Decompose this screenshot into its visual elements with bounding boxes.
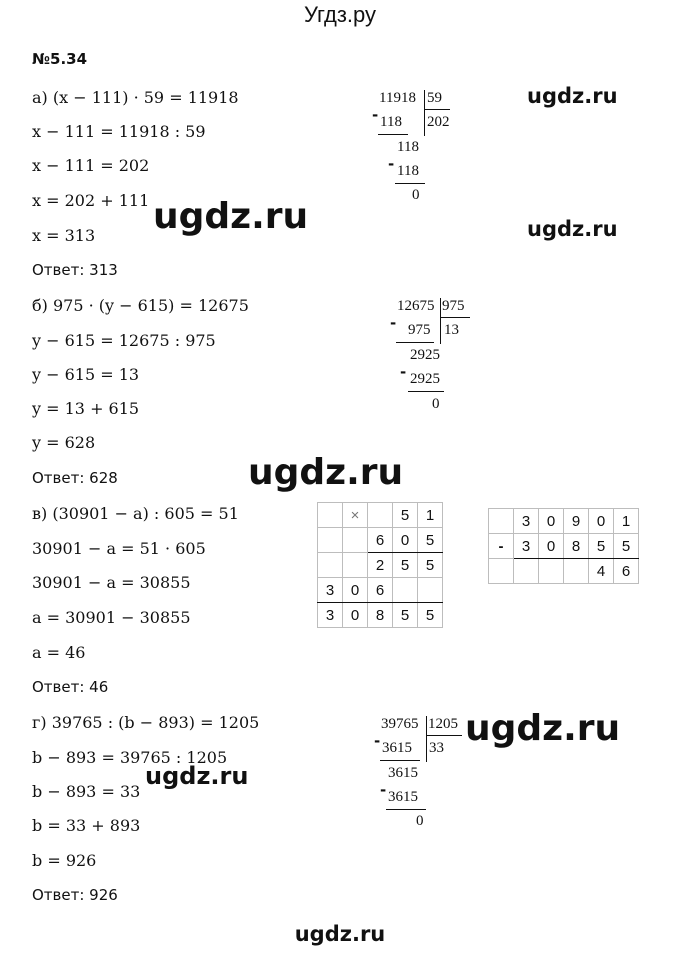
div-a-rem1: 118 <box>397 139 419 155</box>
div-a-dividend: 11918 <box>379 90 416 106</box>
mult-cell: 6 <box>368 578 393 603</box>
sub-cell <box>489 509 514 534</box>
eq-d-5: b = 926 <box>32 851 97 870</box>
div-d-sub2: 3615 <box>388 789 418 805</box>
div-b-divisor-line <box>440 317 470 318</box>
sub-cell: 5 <box>614 534 639 559</box>
div-a-minus-2: - <box>388 155 395 173</box>
eq-c-3: 30901 − a = 30855 <box>32 573 191 592</box>
mult-cell: × <box>343 503 368 528</box>
div-b-rem1: 2925 <box>410 347 440 363</box>
div-d-rem1: 3615 <box>388 765 418 781</box>
eq-a-5: x = 313 <box>32 226 96 245</box>
footer-watermark: ugdz.ru <box>294 922 386 946</box>
eq-a-2: x − 111 = 11918 : 59 <box>32 122 206 141</box>
div-b-line-2 <box>408 391 444 392</box>
div-d-divisor: 1205 <box>428 716 458 732</box>
div-a-divisor-line <box>424 109 450 110</box>
sub-cell <box>514 559 539 584</box>
div-a-sub2: 118 <box>397 163 419 179</box>
sub-cell: 9 <box>564 509 589 534</box>
div-a-rem: 0 <box>412 187 420 203</box>
div-b-sub2: 2925 <box>410 371 440 387</box>
mult-cell: 1 <box>418 503 443 528</box>
sub-cell: 4 <box>589 559 614 584</box>
div-d-rem: 0 <box>416 813 424 829</box>
eq-b-1: б) 975 · (y − 615) = 12675 <box>32 296 249 315</box>
div-a-sub1: 118 <box>380 114 402 130</box>
mult-cell: 5 <box>418 528 443 553</box>
mult-cell: 2 <box>368 553 393 578</box>
task-number: №5.34 <box>32 50 88 68</box>
eq-c-2: 30901 − a = 51 · 605 <box>32 539 206 558</box>
div-a-line-2 <box>395 183 425 184</box>
multiplication-grid <box>317 502 443 628</box>
subtraction-grid <box>488 508 639 584</box>
eq-d-1: г) 39765 : (b − 893) = 1205 <box>32 713 260 732</box>
div-b-dividend: 12675 <box>397 298 435 314</box>
site-title: Угдз.ру <box>303 2 377 27</box>
mult-cell: 5 <box>393 603 418 628</box>
mult-cell: 5 <box>418 603 443 628</box>
sub-cell <box>539 559 564 584</box>
div-a-bar <box>424 90 425 136</box>
eq-b-2: y − 615 = 12675 : 975 <box>32 331 216 350</box>
mult-cell: 5 <box>393 503 418 528</box>
mult-cell: 8 <box>368 603 393 628</box>
watermark: ugdz.ru <box>145 762 249 790</box>
eq-a-3: x − 111 = 202 <box>32 156 150 175</box>
div-b-quotient: 13 <box>444 322 459 338</box>
sub-cell: 1 <box>614 509 639 534</box>
div-d-divisor-line <box>426 735 462 736</box>
div-b-sub1: 975 <box>408 322 431 338</box>
mult-cell <box>368 503 393 528</box>
eq-c-4: a = 30901 − 30855 <box>32 608 191 627</box>
watermark: ugdz.ru <box>248 452 404 493</box>
div-d-minus-1: - <box>374 732 381 750</box>
watermark: ugdz.ru <box>527 217 618 241</box>
div-a-minus-1: - <box>372 106 379 124</box>
answer-d: Ответ: 926 <box>32 886 118 904</box>
div-d-line-1 <box>380 760 420 761</box>
eq-b-3: y − 615 = 13 <box>32 365 140 384</box>
mult-cell: 5 <box>418 553 443 578</box>
div-a-line-1 <box>378 134 408 135</box>
watermark: ugdz.ru <box>527 84 618 108</box>
eq-b-5: y = 628 <box>32 433 96 452</box>
mult-cell: 3 <box>318 578 343 603</box>
sub-cell: 3 <box>514 509 539 534</box>
sub-cell: - <box>489 534 514 559</box>
div-d-quotient: 33 <box>429 740 444 756</box>
sub-cell: 3 <box>514 534 539 559</box>
mult-cell <box>393 578 418 603</box>
eq-c-5: a = 46 <box>32 643 86 662</box>
div-a-divisor: 59 <box>427 90 442 106</box>
sub-cell: 8 <box>564 534 589 559</box>
mult-cell: 3 <box>318 603 343 628</box>
mult-cell <box>318 503 343 528</box>
div-b-bar <box>440 298 441 344</box>
eq-a-1: а) (x − 111) · 59 = 11918 <box>32 88 239 107</box>
mult-cell: 0 <box>343 578 368 603</box>
div-d-dividend: 39765 <box>381 716 419 732</box>
sub-cell: 0 <box>589 509 614 534</box>
eq-c-1: в) (30901 − a) : 605 = 51 <box>32 504 239 523</box>
mult-cell <box>318 528 343 553</box>
mult-cell <box>343 553 368 578</box>
div-b-rem: 0 <box>432 396 440 412</box>
div-d-sub1: 3615 <box>382 740 412 756</box>
div-a-quotient: 202 <box>427 114 450 130</box>
eq-a-4: x = 202 + 111 <box>32 191 150 210</box>
answer-a: Ответ: 313 <box>32 261 118 279</box>
div-b-minus-1: - <box>390 314 397 332</box>
div-d-bar <box>426 716 427 762</box>
mult-cell <box>318 553 343 578</box>
mult-cell: 6 <box>368 528 393 553</box>
mult-cell: 5 <box>393 553 418 578</box>
watermark: ugdz.ru <box>465 708 621 749</box>
mult-cell: 0 <box>343 603 368 628</box>
div-b-minus-2: - <box>400 363 407 381</box>
sub-cell: 6 <box>614 559 639 584</box>
mult-cell: 0 <box>393 528 418 553</box>
sub-cell <box>489 559 514 584</box>
mult-cell <box>343 528 368 553</box>
eq-d-3: b − 893 = 33 <box>32 782 141 801</box>
div-b-divisor: 975 <box>442 298 465 314</box>
eq-b-4: y = 13 + 615 <box>32 399 140 418</box>
sub-cell: 0 <box>539 509 564 534</box>
div-b-line-1 <box>396 342 434 343</box>
div-d-line-2 <box>386 809 426 810</box>
eq-d-4: b = 33 + 893 <box>32 816 141 835</box>
answer-b: Ответ: 628 <box>32 469 118 487</box>
sub-cell: 0 <box>539 534 564 559</box>
sub-cell <box>564 559 589 584</box>
eq-d-2: b − 893 = 39765 : 1205 <box>32 748 228 767</box>
answer-c: Ответ: 46 <box>32 678 109 696</box>
sub-cell: 5 <box>589 534 614 559</box>
div-d-minus-2: - <box>380 781 387 799</box>
watermark: ugdz.ru <box>153 196 309 237</box>
mult-cell <box>418 578 443 603</box>
